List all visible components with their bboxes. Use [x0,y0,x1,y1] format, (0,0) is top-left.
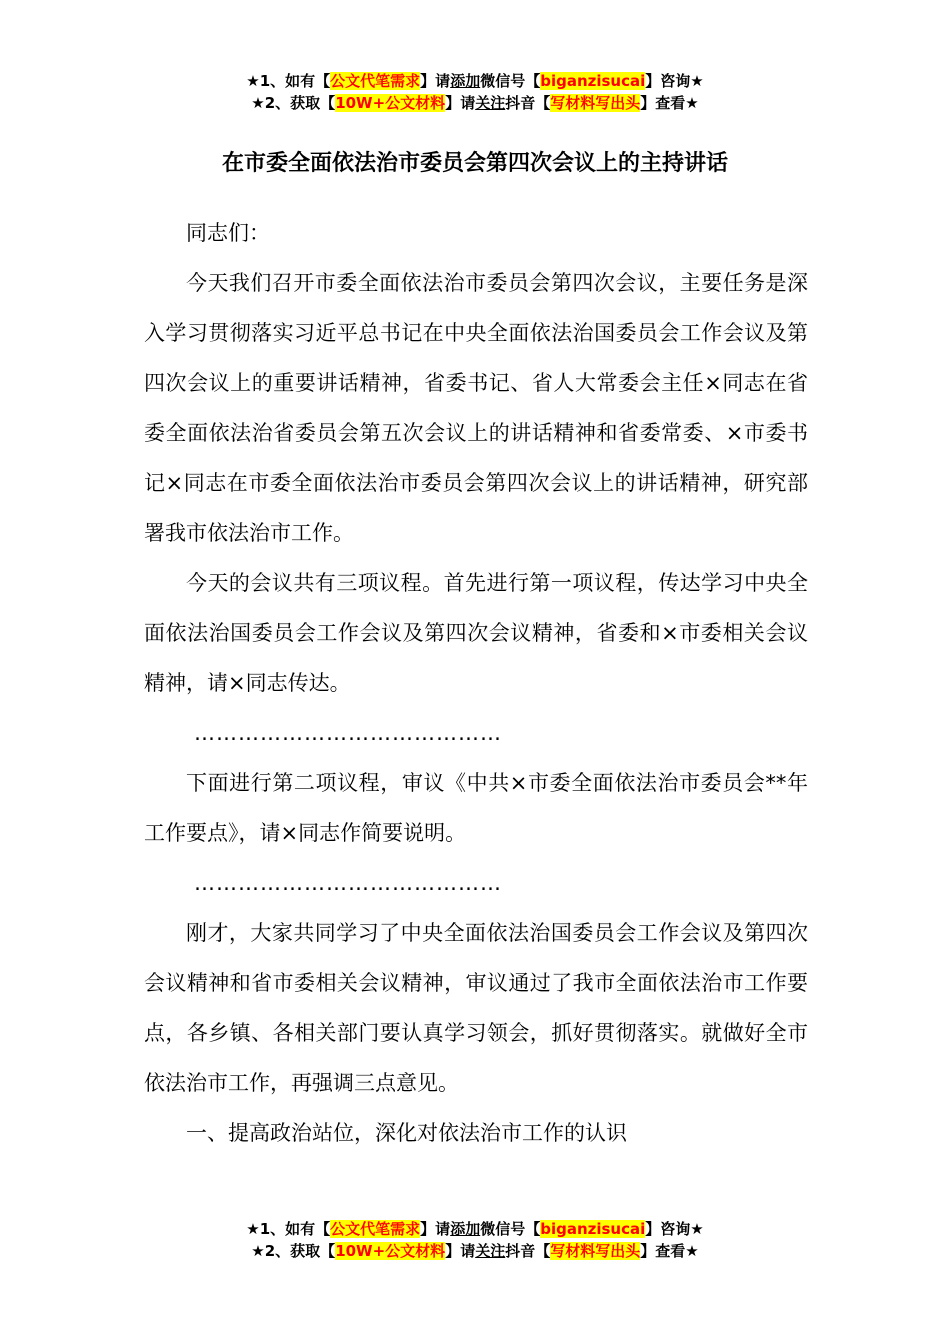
highlight-wechat-id: biganzisucai [540,72,646,90]
paragraph: 今天的会议共有三项议程。首先进行第一项议程，传达学习中央全面依法治国委员会工作会议及第四次会议精神，省委和×市委相关会议精神，请×同志传达。 [144,571,808,695]
ellipsis-divider: …………………………………… [194,871,502,895]
highlight-materials: 10W+公文材料 [335,94,446,112]
document-title: 在市委全面依法治市委员会第四次会议上的主持讲话 [221,151,728,176]
highlight-wechat-id: biganzisucai [540,1220,646,1238]
footer-banner [0,1218,950,1262]
paragraph: 下面进行第二项议程，审议《中共×市委全面依法治市委员会**年工作要点》，请×同志作简要说明。 [144,771,808,845]
banner-line-2: ★2、获取【10W+公文材料】请关注抖音【写材料写出头】查看★ [251,94,699,112]
banner-line-2: ★2、获取【10W+公文材料】请关注抖音【写材料写出头】查看★ [251,1242,699,1260]
highlight-douyin: 写材料写出头 [550,1242,641,1260]
paragraph: 刚才，大家共同学习了中央全面依法治国委员会工作会议及第四次会议精神和省市委相关会议精神，审议通过了我市全面依法治市工作要点，各乡镇、各相关部门要认真学习领会，抓好贯彻落实。就做好全市依法治市工作，再强调三点意见。 [144,921,808,1095]
greeting: 同志们： [186,221,270,245]
ellipsis-divider: …………………………………… [194,721,502,745]
section-heading: 一、提高政治站位，深化对依法治市工作的认识 [186,1121,627,1145]
highlight-materials: 10W+公文材料 [335,1242,446,1260]
document-body [144,208,808,1158]
header-banner [0,70,950,114]
paragraph: 今天我们召开市委全面依法治市委员会第四次会议，主要任务是深入学习贯彻落实习近平总书记在中央全面依法治国委员会工作会议及第四次会议上的重要讲话精神，省委书记、省人大常委会主任×同志在省委全面依法治省委员会第五次会议上的讲话精神和省委常委、×市委书记×同志在市委全面依法治市委员会第四次会议上的讲话精神，研究部署我市依法治市工作。 [144,271,808,545]
banner-line-1: ★1、如有【公文代笔需求】请添加微信号【biganzisucai】咨询★ [246,72,704,90]
banner-line-1: ★1、如有【公文代笔需求】请添加微信号【biganzisucai】咨询★ [246,1220,704,1238]
highlight-douyin: 写材料写出头 [550,94,641,112]
highlight-service: 公文代笔需求 [330,1220,421,1238]
highlight-service: 公文代笔需求 [330,72,421,90]
